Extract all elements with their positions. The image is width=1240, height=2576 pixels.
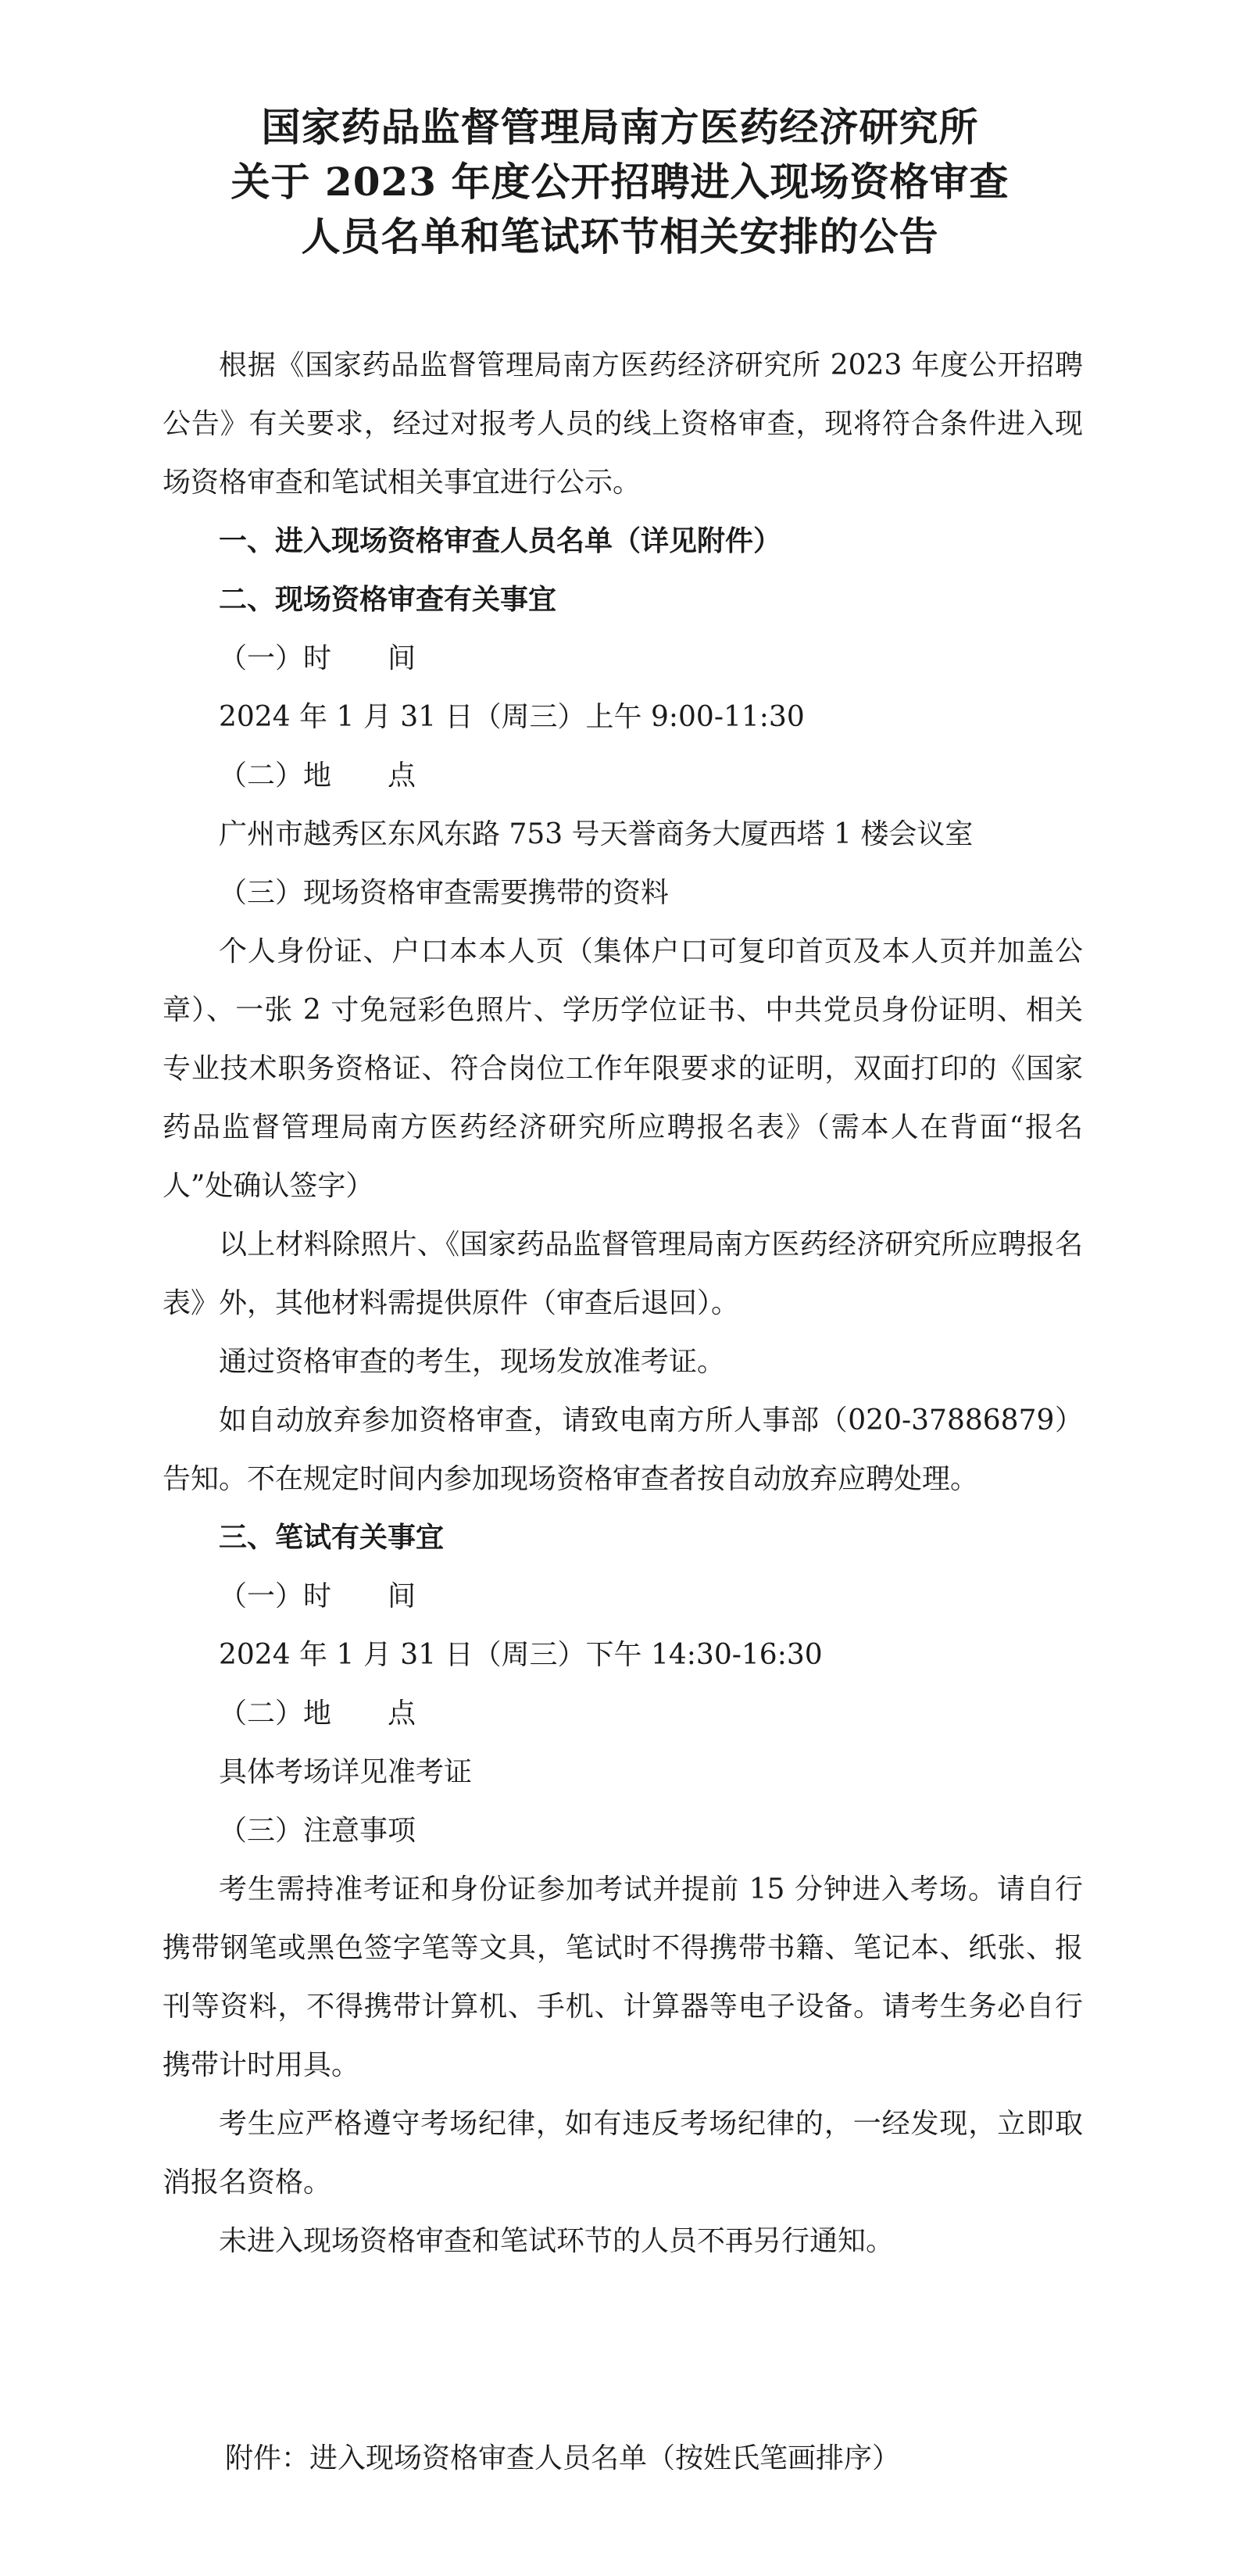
title-line-2: 关于 2023 年度公开招聘进入现场资格审查 <box>230 159 1010 205</box>
title-line-1: 国家药品监督管理局南方医药经济研究所 <box>261 104 979 150</box>
section-2-admission-text: 通过资格审查的考生，现场发放准考证。 <box>219 1346 726 1378</box>
section-3-no-notice-text: 未进入现场资格审查和笔试环节的人员不再另行通知。 <box>219 2225 895 2257</box>
attachment-note: 附件：进入现场资格审查人员名单（按姓氏笔画排序） <box>225 2442 901 2474</box>
document-body <box>163 336 1083 2270</box>
section-2-materials-text: 个人身份证、户口本本人页（集体户口可复印首页及本人页并加盖公章）、一张 2 寸免冠彩色照片、学历学位证书、中共党员身份证明、相关专业技术职务资格证、符合岗位工作年限要求的证明，双面打印的《国家药品监督管理局南方医药经济研究所应聘报名表》（需本人在背面“报名人”处确认签字） <box>163 936 1083 1202</box>
section-2-time-label: （一）时 间 <box>219 642 416 674</box>
section-3-heading: 三、笔试有关事宜 <box>219 1521 445 1554</box>
section-3-place-value: 具体考场详见准考证 <box>219 1756 473 1788</box>
section-2-originals-text: 以上材料除照片、《国家药品监督管理局南方医药经济研究所应聘报名表》外，其他材料需提供原件（审查后退回）。 <box>163 1229 1083 1319</box>
section-3-discipline-text: 考生应严格遵守考场纪律，如有违反考场纪律的，一经发现，立即取消报名资格。 <box>163 2108 1083 2199</box>
section-2-heading: 二、现场资格审查有关事宜 <box>219 583 557 616</box>
section-1-heading: 一、进入现场资格审查人员名单（详见附件） <box>219 524 782 557</box>
title-line-3: 人员名单和笔试环节相关安排的公告 <box>301 213 939 259</box>
section-2-place-value: 广州市越秀区东风东路 753 号天誉商务大厦西塔 1 楼会议室 <box>219 818 974 850</box>
intro-paragraph: 根据《国家药品监督管理局南方医药经济研究所 2023 年度公开招聘公告》有关要求，经过对报考人员的线上资格审查，现将符合条件进入现场资格审查和笔试相关事宜进行公示。 <box>163 349 1083 499</box>
section-3-place-label: （二）地 点 <box>219 1698 416 1730</box>
section-3-notes-text: 考生需持准考证和身份证参加考试并提前 15 分钟进入考场。请自行携带钢笔或黑色签字笔等文具，笔试时不得携带书籍、笔记本、纸张、报刊等资料，不得携带计算机、手机、计算器等电子设备。请考生务必自行携带计时用具。 <box>163 1873 1083 2081</box>
section-3-notes-label: （三）注意事项 <box>219 1815 416 1847</box>
section-2-giveup-text: 如自动放弃参加资格审查，请致电南方所人事部（020-37886879）告知。不在规定时间内参加现场资格审查者按自动放弃应聘处理。 <box>163 1404 1083 1495</box>
section-3-time-label: （一）时 间 <box>219 1580 416 1612</box>
document-title <box>117 100 1123 264</box>
section-2-place-label: （二）地 点 <box>219 760 416 792</box>
section-3-time-value: 2024 年 1 月 31 日（周三）下午 14:30-16:30 <box>219 1639 823 1671</box>
section-2-time-value: 2024 年 1 月 31 日（周三）上午 9:00-11:30 <box>219 701 805 733</box>
section-2-materials-label: （三）现场资格审查需要携带的资料 <box>219 877 670 909</box>
